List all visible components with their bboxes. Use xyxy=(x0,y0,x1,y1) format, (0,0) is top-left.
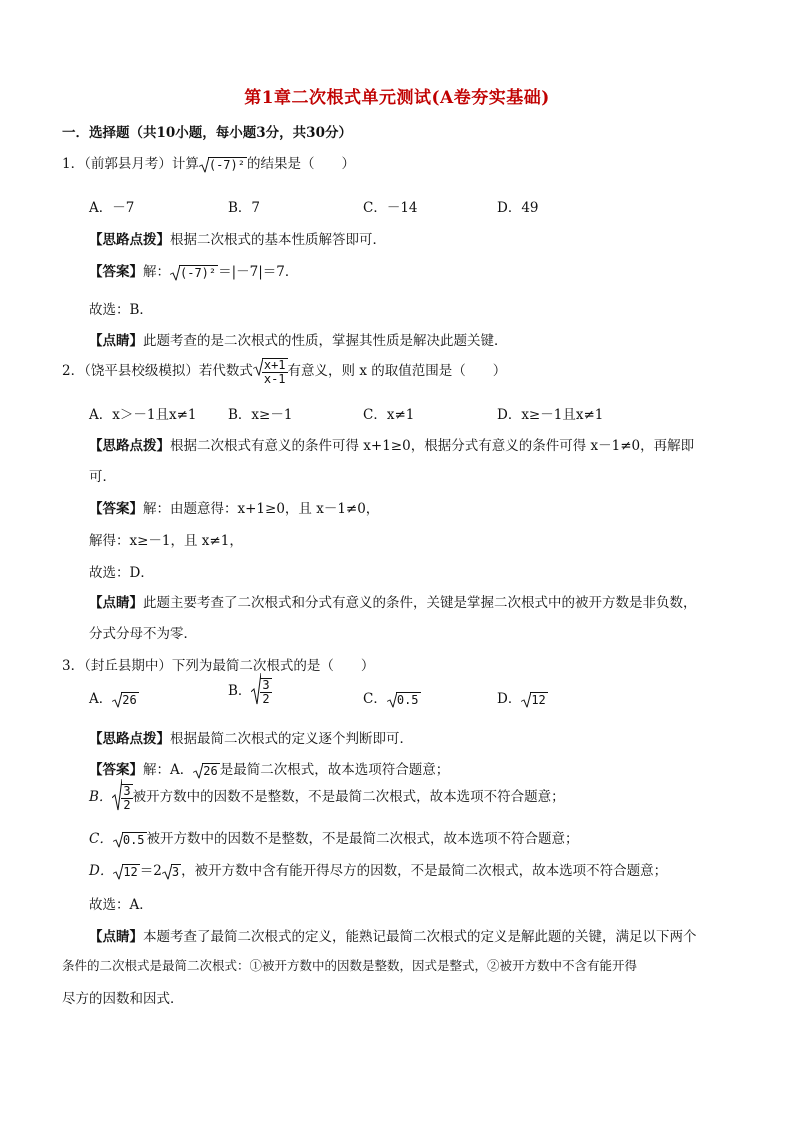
q2-comment-cont: 分式分母不为零． xyxy=(89,626,197,642)
question-3: 3．（封丘县期中）下列为最简二次根式的是（ ） xyxy=(62,658,375,674)
q3-option-d[interactable]: D． 12 xyxy=(497,691,546,707)
q2-comment: 【点睛】此题主要考查了二次根式和分式有意义的条件，关键是掌握二次根式中的被开方数是非负数， xyxy=(89,595,697,611)
q2-answer: 【答案】解：由题意得：x+1≥0，且 x－1≠0， xyxy=(89,501,380,517)
q3-option-c[interactable]: C． 0.5 xyxy=(363,691,419,707)
sqrt-expression: (-7)² xyxy=(170,265,218,281)
page-title: 第1章二次根式单元测试(A卷夯实基础) xyxy=(244,88,550,108)
q3-answer: 【答案】解：A． 26 是最简二次根式，故本选项符合题意； xyxy=(89,762,450,778)
q1-option-d[interactable]: D．49 xyxy=(497,200,539,216)
q3-comment: 【点睛】本题考查了最简二次根式的定义，能熟记最简二次根式的定义是解此题的关键，满足以下两个 xyxy=(89,929,697,945)
q1-comment: 【点睛】此题考查的是二次根式的性质，掌握其性质是解决此题关键． xyxy=(89,333,508,349)
section-heading: 一．选择题（共10小题，每小题3分，共30分） xyxy=(62,125,352,141)
q3-option-a[interactable]: A． 26 xyxy=(89,691,137,707)
q2-option-a[interactable]: A．x＞－1且x≠1 xyxy=(89,407,197,423)
sqrt-fraction: $\frac{x+1}{x-1}$ xyxy=(253,358,288,385)
q2-option-c[interactable]: C．x≠1 xyxy=(363,407,415,423)
q3-answer-b: B． $\frac{3}{2}$ 被开方数中的因数不是整数，不是最简二次根式，故本选项不符合题意； xyxy=(89,784,565,811)
question-1 xyxy=(62,152,355,173)
q2-choose: 故选：D． xyxy=(89,565,154,581)
q3-hint: 【思路点拨】根据最简二次根式的定义逐个判断即可． xyxy=(89,731,413,747)
q2-option-d[interactable]: D．x≥－1且x≠1 xyxy=(497,407,604,423)
q1-choose: 故选：B． xyxy=(89,302,153,318)
q3-comment-cont-1: 条件的二次根式是最简二次根式：①被开方数中的因数是整数，因式是整式，②被开方数中不含有能开得 xyxy=(62,958,638,973)
q2-hint-cont: 可． xyxy=(89,469,116,485)
question-2: 2．（饶平县校级模拟）若代数式 $\frac{x+1}{x-1}$ 有意义，则 x 的取值范围是（ ） xyxy=(62,358,507,386)
q1-answer: 【答案】解： (-7)² ＝|－7|＝7． xyxy=(89,264,299,280)
q2-solve: 解得：x≥－1，且 x≠1， xyxy=(89,533,243,549)
q2-option-b[interactable]: B．x≥－1 xyxy=(228,407,293,423)
q1-hint: 【思路点拨】根据二次根式的基本性质解答即可． xyxy=(89,232,386,248)
q2-hint: 【思路点拨】根据二次根式有意义的条件可得 x+1≥0，根据分式有意义的条件可得 x－1≠0，再解即 xyxy=(89,438,695,454)
q1-option-a[interactable]: A．－7 xyxy=(89,200,135,216)
q1-option-b[interactable]: B．7 xyxy=(228,200,261,216)
sqrt-expression: (-7)² xyxy=(199,157,247,173)
q3-comment-cont-2: 尽方的因数和因式． xyxy=(62,991,184,1007)
q1-prefix: 1．（前郭县月考）计算 xyxy=(62,156,199,172)
q3-answer-c: C． 0.5 被开方数中的因数不是整数，不是最简二次根式，故本选项不符合题意； xyxy=(89,831,579,847)
q1-option-c[interactable]: C．－14 xyxy=(363,200,418,216)
q1-suffix: 的结果是（ ） xyxy=(246,156,355,172)
q3-option-b[interactable]: B． $\frac{3}{2}$ xyxy=(228,678,272,705)
q3-choose: 故选：A． xyxy=(89,897,153,913)
q3-answer-d: D． 12 ＝2 3 ，被开方数中含有能开得尽方的因数，不是最简二次根式，故本选项不符合题意； xyxy=(89,863,668,879)
